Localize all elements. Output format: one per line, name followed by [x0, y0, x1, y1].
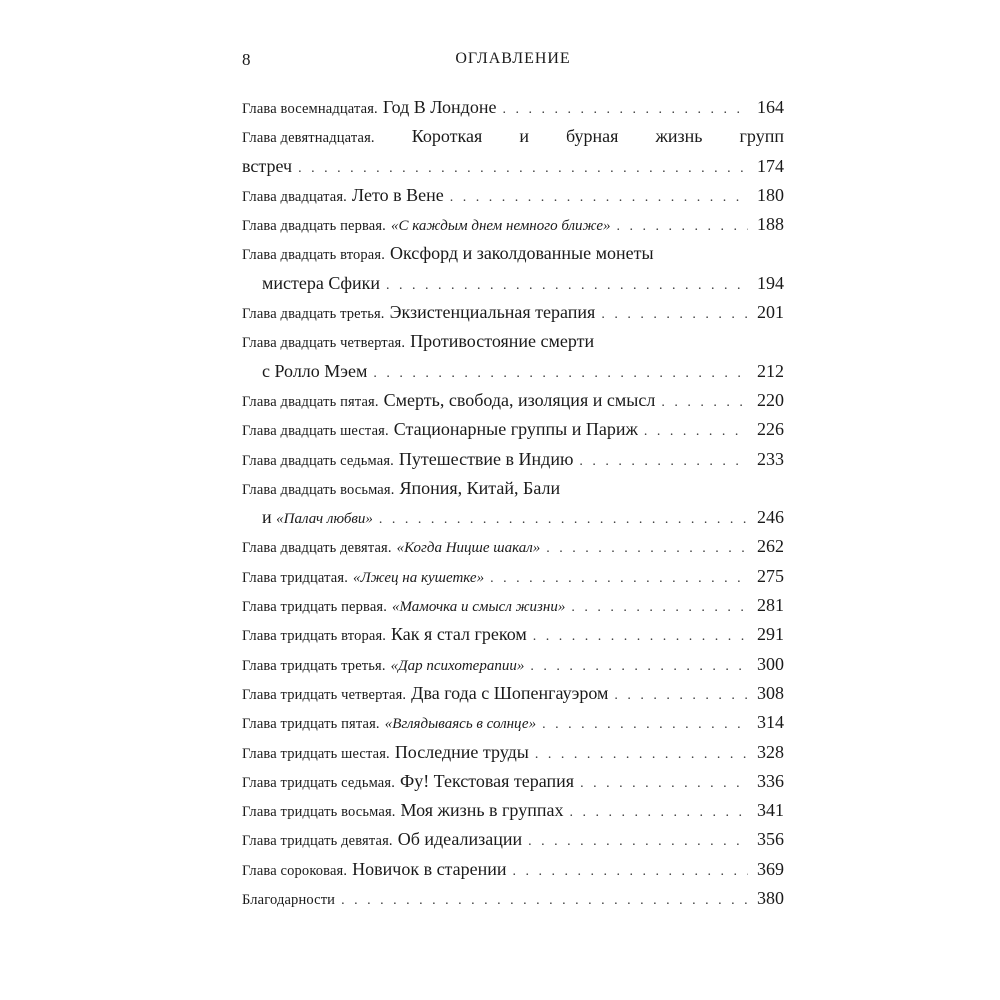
chapter-title-word: и: [519, 126, 529, 147]
chapter-label: Глава тридцать четвертая.: [242, 686, 407, 703]
chapter-label: Глава двадцать первая.: [242, 218, 386, 235]
chapter-label: Глава двадцать шестая.: [242, 423, 389, 440]
chapter-label: Глава двадцать восьмая.: [242, 481, 395, 498]
chapter-label: Глава восемнадцатая.: [242, 101, 378, 117]
chapter-label: Глава тридцать восьмая.: [242, 804, 396, 821]
chapter-label: Глава двадцать девятая.: [242, 540, 392, 557]
chapter-label: Глава двадцать третья.: [242, 306, 385, 323]
page-ref: 174: [757, 155, 784, 176]
chapter-title-continuation: встреч: [242, 155, 293, 176]
leader-dots: [571, 600, 748, 616]
page-ref: 262: [757, 536, 784, 557]
chapter-label: Глава тридцать шестая.: [242, 745, 390, 762]
leader-dots: [580, 776, 748, 792]
leader-dots: [614, 688, 748, 704]
chapter-title: Моя жизнь в группах: [400, 800, 564, 821]
toc-entry[interactable]: [242, 331, 784, 360]
page-ref: 246: [757, 507, 784, 528]
leader-dots: [661, 395, 748, 411]
toc-entry[interactable]: [242, 742, 784, 771]
leader-dots: [542, 717, 748, 733]
leader-dots: [535, 747, 748, 763]
toc-entry-continuation[interactable]: [242, 156, 784, 185]
toc-entry[interactable]: [242, 390, 784, 419]
page-ref: 314: [757, 712, 784, 733]
page-ref: 328: [757, 741, 784, 762]
leader-dots: [546, 541, 748, 557]
chapter-label: Глава тридцать третья.: [242, 657, 386, 674]
leader-dots: [616, 219, 748, 235]
chapter-label: Глава тридцать первая.: [242, 599, 387, 616]
toc-entry[interactable]: [242, 214, 784, 243]
toc-entry[interactable]: [242, 771, 784, 800]
chapter-title-word: жизнь: [655, 126, 703, 147]
page-ref: 220: [757, 389, 784, 410]
page-number: 8: [242, 50, 251, 69]
toc-entry[interactable]: [242, 97, 784, 126]
toc-entry[interactable]: [242, 185, 784, 214]
toc-entry[interactable]: [242, 800, 784, 829]
chapter-title: «Дар психотерапии»: [390, 657, 525, 674]
leader-dots: [373, 366, 748, 382]
toc-entry[interactable]: [242, 859, 784, 888]
chapter-title: Стационарные группы и Париж: [393, 419, 638, 440]
chapter-title-continuation: с Ролло Мэем: [262, 360, 368, 381]
chapter-label: Глава сороковая.: [242, 862, 348, 879]
page-ref: 180: [757, 184, 784, 205]
chapter-title: Япония, Китай, Бали: [399, 477, 561, 498]
page-ref: 233: [757, 448, 784, 469]
leader-dots: [298, 161, 748, 177]
toc-entry-continuation[interactable]: [242, 361, 784, 390]
chapter-title-continuation: мистера Сфики: [262, 272, 381, 293]
toc-entry-continuation[interactable]: [242, 507, 784, 536]
leader-dots: [502, 102, 748, 118]
toc-entry[interactable]: [242, 654, 784, 683]
page-ref: 188: [757, 214, 784, 235]
toc-entry[interactable]: [242, 683, 784, 712]
chapter-title: Экзистенциальная терапия: [389, 302, 596, 323]
page-ref: 164: [757, 97, 784, 117]
chapter-label: Глава тридцать пятая.: [242, 716, 380, 733]
toc-entry[interactable]: [242, 566, 784, 595]
page-ref: 380: [757, 888, 784, 909]
page-ref: 212: [757, 360, 784, 381]
toc-entry[interactable]: [242, 126, 784, 155]
leader-dots: [601, 307, 748, 323]
chapter-label: Благодарности: [242, 892, 336, 909]
chapter-title: Два года с Шопенгауэром: [411, 682, 609, 703]
toc-entry[interactable]: [242, 829, 784, 858]
chapter-title: Последние труды: [394, 741, 529, 762]
page-ref: 275: [757, 565, 784, 586]
page-header: [242, 50, 784, 80]
leader-dots: [579, 454, 748, 470]
page-ref: 194: [757, 272, 784, 293]
chapter-title: Противостояние смерти: [410, 331, 595, 352]
chapter-title: Новичок в старении: [352, 858, 507, 879]
page-ref: 226: [757, 419, 784, 440]
page-ref: 336: [757, 770, 784, 791]
page-ref: 341: [757, 800, 784, 821]
chapter-title: Путешествие в Индию: [398, 448, 574, 469]
toc-entry[interactable]: [242, 888, 784, 917]
leader-dots: [450, 190, 748, 206]
page-ref: 369: [757, 858, 784, 879]
page-ref: 281: [757, 595, 784, 616]
chapter-title: Фу! Текстовая терапия: [399, 770, 575, 791]
chapter-title: Год В Лондоне: [382, 97, 497, 117]
leader-dots: [341, 893, 748, 909]
leader-dots: [528, 834, 748, 850]
leader-dots: [513, 864, 748, 880]
toc-entry[interactable]: [242, 243, 784, 272]
chapter-label: Глава тридцатая.: [242, 569, 348, 586]
chapter-label: Глава тридцать девятая.: [242, 833, 393, 850]
leader-dots: [379, 512, 748, 528]
toc-entry[interactable]: [242, 302, 784, 331]
table-of-contents: [242, 97, 784, 917]
chapter-title: Лето в Вене: [351, 184, 444, 205]
leader-dots: [644, 424, 748, 440]
page-ref: 201: [757, 302, 784, 323]
chapter-label: Глава двадцать седьмая.: [242, 452, 394, 469]
chapter-label: Глава двадцать пятая.: [242, 393, 379, 410]
chapter-label: Глава тридцать вторая.: [242, 628, 387, 645]
toc-entry[interactable]: [242, 712, 784, 741]
chapter-title-word: бурная: [566, 126, 619, 147]
chapter-title: «Вглядываясь в солнце»: [384, 716, 537, 733]
leader-dots: [530, 659, 748, 675]
toc-entry[interactable]: [242, 624, 784, 653]
chapter-label: Глава двадцать четвертая.: [242, 335, 406, 352]
leader-dots: [569, 805, 748, 821]
chapter-title: «Лжец на кушетке»: [352, 569, 485, 586]
chapter-title-continuation: «Палач любви»: [276, 511, 373, 528]
toc-entry-continuation[interactable]: [242, 273, 784, 302]
leader-dots: [490, 571, 748, 587]
toc-entry[interactable]: [242, 478, 784, 507]
chapter-label: Глава тридцать седьмая.: [242, 774, 395, 791]
page-ref: 356: [757, 829, 784, 850]
chapter-label: Глава двадцатая.: [242, 188, 347, 205]
toc-entry[interactable]: [242, 449, 784, 478]
chapter-title-word: групп: [739, 126, 784, 147]
page-ref: 308: [757, 682, 784, 703]
leader-dots: [533, 629, 748, 645]
page-ref: 300: [757, 653, 784, 674]
toc-entry[interactable]: [242, 419, 784, 448]
chapter-title: «Мамочка и смысл жизни»: [392, 599, 566, 616]
chapter-label: Глава двадцать вторая.: [242, 247, 385, 264]
chapter-title-prefix: и: [262, 507, 277, 528]
chapter-title: Об идеализации: [397, 829, 523, 850]
chapter-title: Оксфорд и заколдованные монеты: [389, 243, 654, 264]
leader-dots: [386, 278, 748, 294]
chapter-title-word: Короткая: [411, 126, 483, 147]
chapter-label: Глава девятнадцатая.: [242, 130, 375, 147]
chapter-title: Как я стал греком: [391, 624, 527, 645]
chapter-title: «С каждым днем немного ближе»: [390, 218, 611, 235]
chapter-title: Смерть, свобода, изоляция и смысл: [383, 389, 656, 410]
toc-entry[interactable]: [242, 595, 784, 624]
page-ref: 291: [757, 624, 784, 645]
running-title: ОГЛАВЛЕНИЕ: [455, 50, 571, 67]
chapter-title: «Когда Ницше шакал»: [396, 540, 541, 557]
toc-entry[interactable]: [242, 536, 784, 565]
